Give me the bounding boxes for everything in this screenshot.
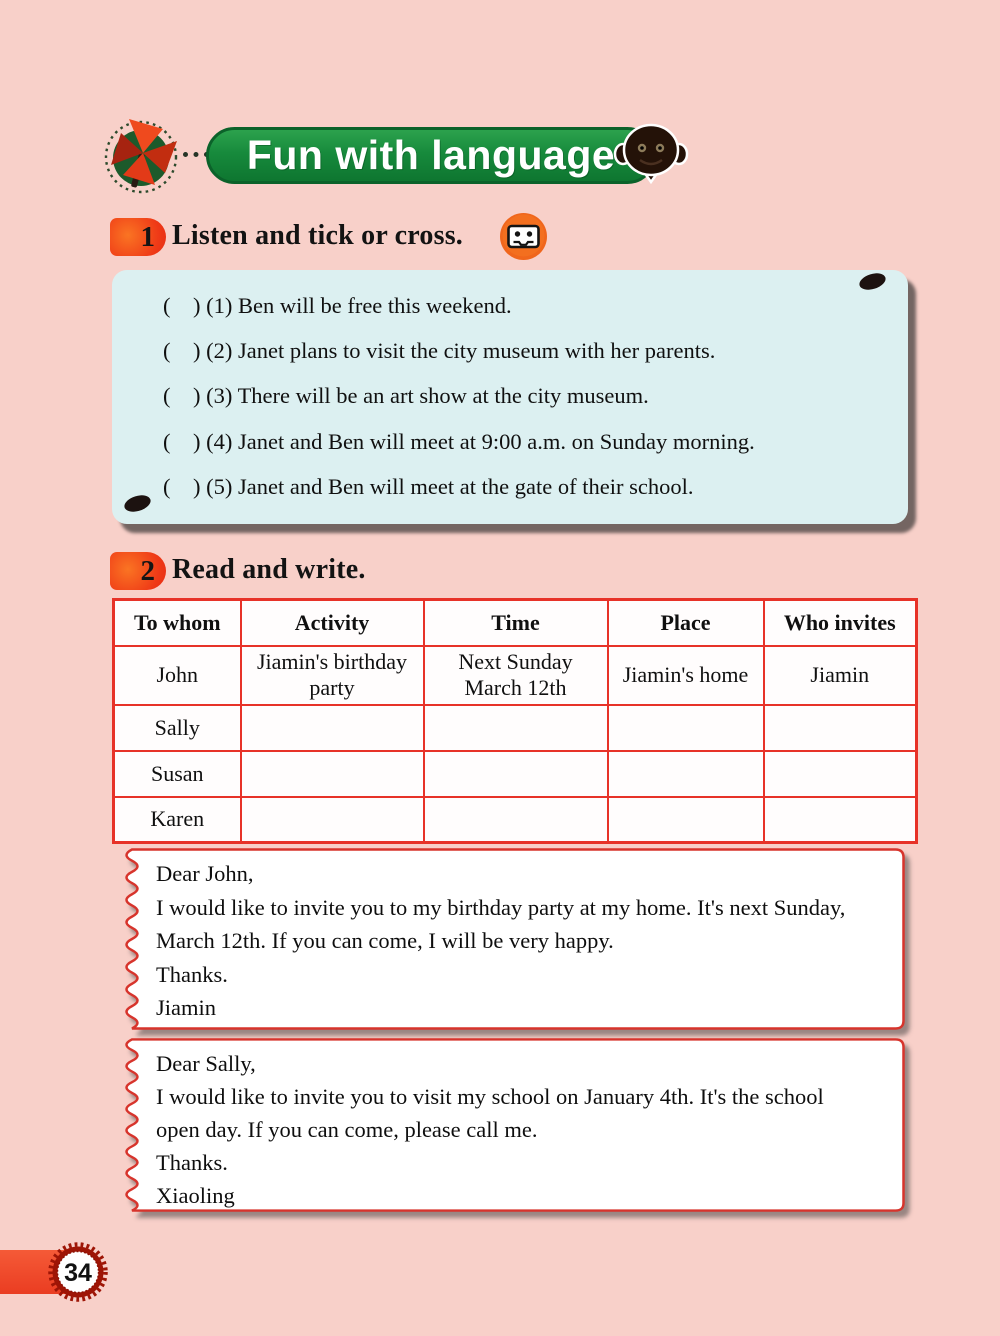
tick-item-2: ( ) (2) Janet plans to visit the city museum with her parents. — [163, 338, 716, 364]
cell-inviter — [764, 705, 917, 751]
letter-line: Thanks. — [156, 1150, 228, 1175]
tick-item-3: ( ) (3) There will be an art show at the city museum. — [163, 383, 649, 409]
invitation-letter-john — [112, 848, 905, 1030]
letter-line: March 12th. If you can come, I will be very happy. — [156, 928, 614, 954]
cell-activity: Jiamin's birthday party — [241, 646, 424, 705]
cell-time: Next Sunday March 12th — [424, 646, 608, 705]
section-2-number: 2 — [140, 554, 155, 587]
pinwheel-icon — [100, 112, 184, 196]
letter-line: Thanks. — [156, 961, 228, 987]
section-1-title: Listen and tick or cross. — [172, 220, 463, 251]
letter-line: Dear Sally, — [156, 1051, 256, 1076]
letter-line: open day. If you can come, please call me. — [156, 1117, 538, 1142]
section-2-badge — [110, 552, 166, 590]
tick-item-5: ( ) (5) Janet and Ben will meet at the gate of their school. — [163, 474, 694, 500]
cell-name: Susan — [114, 751, 241, 797]
col-header-activity: Activity — [241, 600, 424, 646]
cell-place — [608, 705, 764, 751]
listening-exercise-box — [112, 270, 908, 524]
section-1-number: 1 — [140, 220, 155, 253]
cell-name: Sally — [114, 705, 241, 751]
col-header-who-invites: Who invites — [764, 600, 917, 646]
col-header-time: Time — [424, 600, 608, 646]
letter-line: Jiamin — [156, 995, 216, 1021]
table-row — [114, 705, 917, 751]
punch-hole-icon — [122, 492, 152, 514]
letter-line: I would like to invite you to my birthday party at my home. It's next Sunday, — [156, 894, 846, 920]
cell-place: Jiamin's home — [608, 646, 764, 705]
page-number: 34 — [64, 1259, 92, 1287]
cell-name: Karen — [114, 797, 241, 843]
cell-place — [608, 751, 764, 797]
letter-line: I would like to invite you to visit my school on January 4th. It's the school — [156, 1084, 824, 1109]
table-row — [114, 751, 917, 797]
invitation-letter-sally — [112, 1038, 905, 1212]
table-row — [114, 646, 917, 705]
cell-place — [608, 797, 764, 843]
cell-activity — [241, 751, 424, 797]
letter-line: Xiaoling — [156, 1183, 235, 1208]
tick-item-4: ( ) (4) Janet and Ben will meet at 9:00 a.m. on Sunday morning. — [163, 428, 755, 454]
col-header-place: Place — [608, 600, 764, 646]
page-number-seal — [46, 1240, 110, 1304]
section-2-title: Read and write. — [172, 554, 366, 585]
cell-time — [424, 705, 608, 751]
cell-activity — [241, 705, 424, 751]
cell-time — [424, 797, 608, 843]
invitation-table — [112, 598, 918, 844]
letter-line: Dear John, — [156, 861, 254, 886]
cell-inviter: Jiamin — [764, 646, 917, 705]
tick-item-1: ( ) (1) Ben will be free this weekend. — [163, 292, 512, 318]
page-title: Fun with language — [246, 132, 616, 178]
cell-inviter — [764, 751, 917, 797]
cell-activity — [241, 797, 424, 843]
cell-name: John — [114, 646, 241, 705]
cell-inviter — [764, 797, 917, 843]
section-1-badge — [110, 218, 166, 256]
table-header-row — [114, 600, 917, 646]
face-icon — [610, 120, 692, 184]
header-banner — [206, 127, 656, 184]
cell-time — [424, 751, 608, 797]
cassette-icon — [500, 213, 547, 260]
table-row — [114, 797, 917, 843]
col-header-to-whom: To whom — [114, 600, 241, 646]
